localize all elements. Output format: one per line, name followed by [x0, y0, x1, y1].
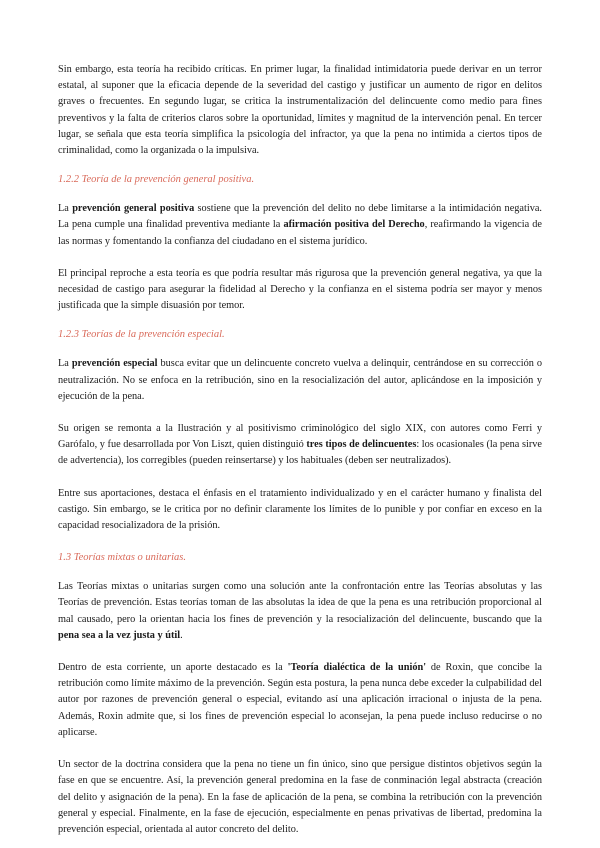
- heading-1-2-2: 1.2.2 Teoría de la prevención general positiva.: [58, 174, 255, 186]
- heading-1-2-3: 1.2.3 Teorías de la prevención especial.: [58, 329, 225, 341]
- bold-term: tres tipos de delincuentes: [306, 439, 417, 451]
- bold-term: afirmación positiva del Derecho: [283, 219, 425, 231]
- paragraph-mixed-theories: [58, 579, 542, 644]
- text: La: [58, 358, 72, 370]
- bold-term: 'Teoría dialéctica de la unión': [287, 662, 427, 674]
- paragraph-special-origin: [58, 421, 542, 470]
- text: : los ocasionales (la pena sirve de advertencia), los corregibles (pueden reinsertarse) y los habituales (deben ser neutralizados).: [58, 439, 542, 467]
- paragraph-roxin: [58, 660, 542, 741]
- bold-term: prevención especial: [71, 358, 158, 370]
- paragraph-special-prevention: [58, 356, 542, 405]
- text: Dentro de esta corriente, un aporte destacado es la: [58, 662, 288, 674]
- text: Su origen se remonta a la Ilustración y al positivismo criminológico del siglo XIX, con autores como Ferri y Garófalo, y fue desarrollada por Von Liszt, quien distinguió: [58, 423, 542, 451]
- text: , reafirmando la vigencia de las normas y fomentando la confianza del ciudadano en el sistema jurídico.: [58, 219, 542, 247]
- text: busca evitar que un delincuente concreto vuelva a delinquir, centrándose en su corrección o neutralización. No se enfoca en la retribución, sino en la resocialización del autor, aplicándose en la imposición y ejecución de la pena.: [58, 358, 542, 402]
- bold-term: pena sea a la vez justa y útil: [58, 629, 181, 641]
- paragraph-critiques-negative: Sin embargo, esta teoría ha recibido críticas. En primer lugar, la finalidad intimidatoria puede derivar en un terror estatal, al suponer que la eficacia depende de la severidad del castigo y justificar un aumento de rigor en delitos graves o frecuentes. En segundo lugar, se critica la instrumentalización del delincuente como medio para fines preventivos y la falta de criterios claros sobre la oportunidad, límites y magnitud de la intervención penal. En tercer lugar, se señala que esta teoría simplifica la psicología del infractor, ya que la pena no intimida a ciertos tipos de criminalidad, como la organizada o la impulsiva.: [58, 64, 542, 157]
- text: .: [180, 629, 183, 641]
- paragraph-phases: Un sector de la doctrina considera que la pena no tiene un fin único, sino que persigue distintos objetivos según la fase en que se encuentre. Así, la prevención general predomina en la fase de conminación legal abstracta (creación del delito y asignación de la pena). En la fase de aplicación de la pena, se combina la retribución con la prevención general y especial. Finalmente, en la fase de ejecución, especialmente en penas privativas de libertad, predomina la prevención especial, orientada al autor concreto del delito.: [58, 759, 542, 835]
- text: Las Teorías mixtas o unitarias surgen como una solución ante la confrontación entre las Teorías absolutas y las Teorías de prevención. Estas teorías toman de las absolutas la idea de que la pena es una retribución proporcional al mal causado, pero la orientan hacia los fines de prevención y la resocialización del delincuente, buscando que la: [58, 581, 542, 625]
- paragraph-special-contributions: Entre sus aportaciones, destaca el énfasis en el tratamiento individualizado y en el carácter humano y finalista del castigo. Sin embargo, se le critica por no definir claramente los límites de lo punible y por confiar en exceso en la capacidad resocializadora de la prisión.: [58, 487, 542, 532]
- text: de Roxin, que concibe la retribución como límite máximo de la prevención. Según esta postura, la pena nunca debe exceder la culpabilidad del autor por razones de prevención general o especial, evitando así una aplicación irracional o injusta de la pena. Además, Roxin admite que, si los fines de prevención especial lo aconsejan, la pena puede incluso reducirse o no aplicarse.: [58, 662, 543, 738]
- heading-1-3: 1.3 Teorías mixtas o unitarias.: [58, 552, 186, 564]
- text: La: [58, 203, 73, 215]
- paragraph-positive-critique: El principal reproche a esta teoría es que podría resultar más rigurosa que la prevención general negativa, ya que la necesidad de castigo para asegurar la fidelidad al Derecho y la confianza en el sistema podría ser mayor y menos justificada que la simple disuasión por temor.: [58, 267, 542, 312]
- text: sostiene que la prevención del delito no debe limitarse a la intimidación negativa. La pena cumple una finalidad preventiva mediante la: [58, 203, 542, 231]
- bold-term: prevención general positiva: [72, 203, 195, 215]
- paragraph-positive-prevention: [58, 201, 542, 250]
